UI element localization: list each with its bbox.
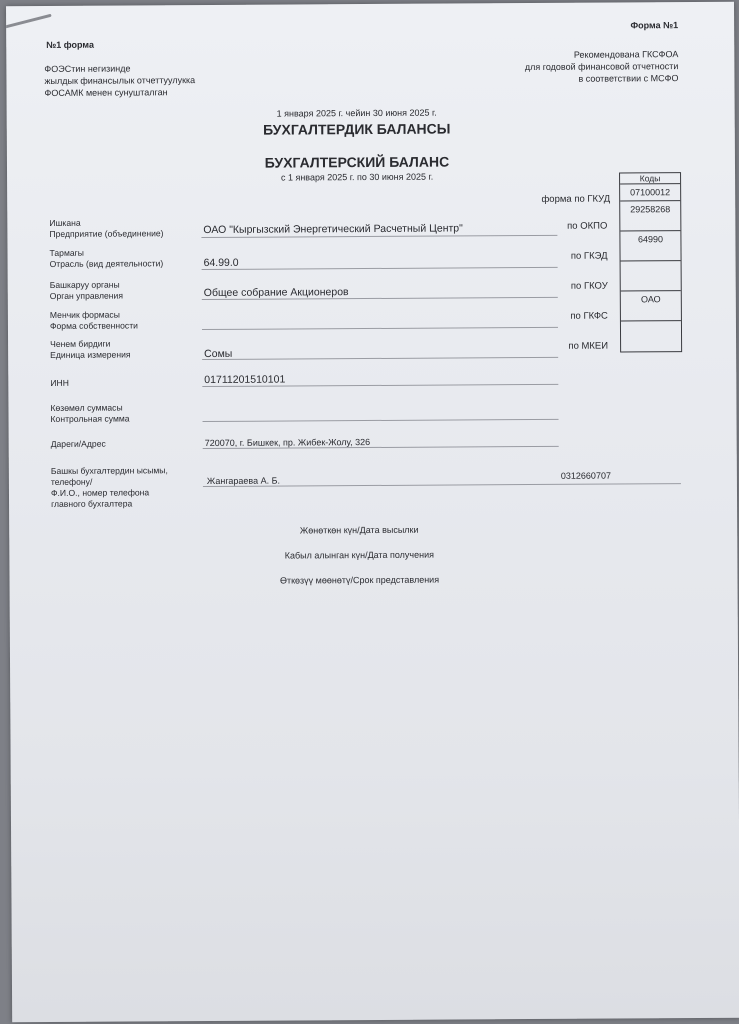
field-label-ru-unit: Единица измерения [50, 349, 131, 360]
accountant-phone: 0312660707 [560, 470, 611, 481]
field-value-address: 720070, г. Бишкек, пр. Жибек-Жолу, 326 [204, 437, 371, 449]
field-value-management: Общее собрание Акционеров [203, 286, 349, 300]
field-value-industry: 64.99.0 [203, 256, 239, 270]
codes-header: Коды [620, 173, 680, 184]
field-label-kg-ownership: Менчик формасы [49, 309, 120, 320]
field-label-ru-checksum: Контрольная сумма [50, 413, 130, 424]
form-number-right: Форма №1 [630, 20, 679, 31]
field-line-ownership [202, 327, 558, 330]
kg-basis-line-3: ФОСАМК менен сунушталган [44, 87, 168, 98]
field-label-ru-industry: Отрасль (вид деятельности) [49, 258, 164, 269]
code-gkou [621, 261, 681, 291]
kg-title: БУХГАЛТЕРДИК БАЛАНСЫ [262, 120, 451, 138]
field-label-kg-checksum: Көзөмөл суммасы [50, 402, 123, 413]
document-page [6, 2, 739, 1022]
code-label-mkei: по МКЕИ [568, 340, 609, 352]
date-received: Кабыл алынган күн/Дата получения [284, 549, 435, 561]
code-label-okpo: по ОКПО [567, 220, 608, 232]
field-value-unit: Сомы [204, 347, 233, 361]
field-line-checksum [203, 419, 559, 422]
accountant-label-2: телефону/ [50, 476, 93, 487]
staple [6, 14, 52, 30]
date-sent: Жөнөткөн күн/Дата высылки [299, 524, 419, 536]
code-label-gkfs: по ГКФС [570, 310, 608, 322]
accountant-label-4: главного бухгалтера [51, 498, 133, 509]
ru-basis-line-1: Рекомендована ГКСФОА [573, 49, 679, 60]
field-label-address: Дареги/Адрес [50, 438, 106, 449]
accountant-label-1: Башкы бухгалтердин ысымы, [50, 465, 168, 476]
field-label-kg-unit: Ченем бирдиги [50, 338, 111, 349]
code-label-gkud: форма по ГКУД [541, 193, 611, 205]
field-label-kg-enterprise: Ишкана [49, 217, 81, 228]
field-label-ru-enterprise: Предприятие (объединение) [49, 228, 164, 239]
kg-basis-line-2: жылдык финансылык отчеттуулукка [44, 75, 196, 86]
field-line-unit [202, 357, 558, 360]
field-label-ru-management: Орган управления [49, 290, 124, 301]
kg-period: 1 января 2025 г. чейин 30 июня 2025 г. [276, 107, 437, 119]
ru-basis-line-3: в соответствии с МСФО [578, 73, 679, 84]
field-line-industry [202, 267, 558, 270]
date-deadline: Өткөзүү мөөнөтү/Срок представления [279, 574, 440, 586]
ru-period: с 1 января 2025 г. по 30 июня 2025 г. [280, 171, 434, 183]
code-gkud: 07100012 [620, 184, 680, 201]
form-number-left: №1 форма [46, 39, 94, 50]
field-value-enterprise: ОАО "Кыргызский Энергетический Расчетный Центр" [203, 222, 463, 237]
field-value-inn: 01711201510101 [204, 373, 286, 387]
code-label-gked: по ГКЭД [570, 250, 608, 262]
kg-basis-line-1: ФОЭСтин негизинде [44, 63, 131, 74]
accountant-name: Жангараева А. Б. [206, 475, 281, 487]
ru-title: БУХГАЛТЕРСКИЙ БАЛАНС [264, 153, 450, 171]
code-gked: 64990 [620, 231, 680, 261]
field-label-ru-ownership: Форма собственности [49, 320, 138, 331]
field-label-kg-management: Башкаруу органы [49, 279, 120, 290]
field-label-kg-industry: Тармагы [49, 247, 84, 258]
code-okpo: 29258268 [620, 201, 680, 231]
code-gkfs: ОАО [621, 291, 681, 321]
accountant-label-3: Ф.И.О., номер телефона [50, 487, 150, 498]
codes-table [619, 172, 682, 352]
ru-basis-line-2: для годовой финансовой отчетности [524, 61, 679, 73]
code-label-gkou: по ГКОУ [570, 280, 608, 292]
field-label-inn: ИНН [50, 377, 69, 388]
code-mkei [621, 321, 681, 351]
